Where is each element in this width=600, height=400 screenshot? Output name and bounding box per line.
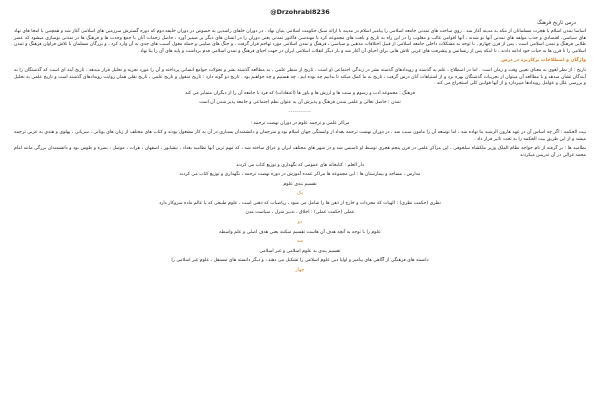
- section-number-one: یک: [297, 191, 303, 197]
- nizamiyya-paragraph: نظامیه ها : بر گرفته از نام خواجه نظام الملک وزیر ملکشاه سلجوقی ، این مراکز علمی در قرن پنجم هجری توسط او تاسیس شد و در شهر های مختلف ایران و عراق ساخته شد ، که مهم ترین آنها نظامیه بغداد ، نیشابور ، اصفهان ، هرات ، موصل ، بصره و طوس بود و دانشمندان بزرگی مانند امام محمد غزالی در آن تدریس میکردند: [14, 146, 586, 158]
- culture-definition: فرهنگ : مجموعه ادب و رسوم و سنت ها و ارزش ها و باور ها (اعتقادات) که فرد یا جامعه آن را از دیگران متمایز می کند: [185, 90, 415, 96]
- schools-paragraph: مدارس ، مساجد و بیمارستان ها : این مجموعه ها مراکز عمده آموزش در دوره نهضت ترجمه ، نگهداری و توزیع کتاب می کردند: [179, 172, 421, 178]
- goal-classification-paragraph: علوم را با توجه به آنچه هدف آن هاست تقسیم میکنند یعنی هدف اصلی و علم واسطه: [219, 229, 381, 235]
- classification-heading: تقسیم بندی علوم: [283, 181, 317, 187]
- section-number-four: چهار: [295, 268, 305, 274]
- theoretical-sciences-paragraph: نظری (حکمت نظری) : الهیات که مجردات و خارج از ذهن ها را شامل می شود ، ریاضیات که ذهنی است ، علوم طبیعی که با عالم ماده سروکار دارد: [159, 200, 441, 206]
- section-number-two: دو: [297, 220, 303, 226]
- bayt-al-hikma-paragraph: بیت الحکمه : اگر چه اساس آن در عهد هارون الرشید بنا نهاده شد ، اما توسعه آن را مامون سبب شد ، در دوران نهضت ترجمه بغداد از وابستگی جهان اسلام بود و مترجمان و دانشمندان بسیاری در آن به کار مشغول بودند و کتاب های مختلف از زبان های یونانی ، سریانی ، پهلوی و هندی به عربی ترجمه میشد و از این طریق بیت الحکمه را به تحت تاثیر قرار داد .: [14, 130, 586, 142]
- civilization-definition: تمدن : حاصل تعالی و علمی شدن فرهنگ و پذیرش آن به عنوان نظم اجتماعی و جامعه پذیر شدن آن است: [199, 100, 401, 106]
- lesson-title: درس تاریخ فرهنگ: [536, 20, 576, 26]
- history-definition: تاریخ : از نظر لغوی به معنای تعیین وقت و زمان است . اما در اصطلاح ، علم به گذشته و رویدادهای گذشته بشر در زندگی اجتماعی او است . تاریخ از منظر علمی ، به مطالعه گذشته بشر و تحولات جوامع انسانی پرداخته و آن را مورد تجزیه و تحلیل قرار میدهد . تاریخ آینه ای است که گذشتگان را به آیندگان نشان میدهد و با مطالعه آن میتوان از تجربیات گذشتگان بهره برد و از اشتباهات آنان درس گرفت ، تاریخ به ما کمک میکند تا بدانیم چه بوده ایم ، چه هستیم و چه خواهیم بود . تاریخ دو گونه دارد : تاریخ منقول و تاریخ علمی ، تاریخ نقلی همان روایت رویدادهای گذشته است و تاریخ علمی به تحلیل و بررسی علل و عوامل رویدادها میپردازد و از آنها قوانین کلی استخراج می کند .: [14, 67, 586, 87]
- practical-sciences-paragraph: عملی (حکمت عملی) : اخلاق ، تدبیر منزل ، سیاست مدن: [245, 210, 355, 216]
- translation-centers-heading: مراکز علمی و ترجمه علوم در دوران نهضت ترجمه :: [250, 120, 350, 126]
- islamic-sciences-paragraph: دانسته های فرهنگی از آگاهی های پیامبر و اولیا دین علوم اسلامی را تشکیل می دهند ، و دیگر دانسته های مستقل ، علوم غیر اسلامی را: [171, 258, 429, 264]
- lesson-content: [14, 29, 586, 275]
- intro-paragraph: اساسا تمدن اسلام با هجرت مسلمانان از مکه به مدینه آغاز شد . رویِ ساخت های تمدنی جامعه اسلامی را پیامبر اسلام در مدینه با ارائه سبک حکومت اسلامی بنیان نهاد . در دوران خلفای راشدین به خصوص در دوران خلیفه دوم که دوره گسترش سرزمین های اسلامی آغاز شد و همچنین با امحا های نهاد های سیاسی، اقتصادی و جذب مولفه های تمدنی آنها نو شدند ، آنها اقوامی غالب و مغلوب را در این راه به تاریخ و بافت های مجموعه کرد با مهندسی فاکتور تمدنی یعنی دوران را در انسان های دیگر بر ضمیر آورد ، حاصل زحمات آنان با جمع وحدت ها و فرهنگ ها در تمدنی نوسازی میشود که عصر طلایی فرهنگ و تمدن اسلامی است ، پس از قرن چهارم ، با توجه به مشکلات داخلی جامعه اسلامی از قبیل اختلافات مذهبی و سیاسی ، فرهنگ و تمدن اسلامی مورد تهاجم قرار گرفت ، و جنگ های صلیبی و حمله مغول آسیب های جدی به آن وارد کرد ، و بزرگان مسلمان با تلاش فراوان فرهنگ و تمدن اسلامی را تا قرن ها به حیات خود ادامه دادند ، تا اینکه پس از رنسانس و پیشرفت های غربی تلاش هایی برای احیای آن آغاز شد و بار دیگر انقلاب اسلامی ایران در جهت احیای فرهنگ و تمدن اسلامی قدم برداشت و پایه های آن را بنا نهاد .: [14, 29, 586, 54]
- channel-username[interactable]: @Drzohrabi8236: [270, 8, 330, 16]
- vocabulary-heading: واژگان و اصطلاحات پرکاربرد در درس: [501, 58, 586, 64]
- islamic-sciences-heading: تقسیم بندی به علوم اسلامی و غیر اسلامی: [259, 248, 341, 254]
- bottom-edge: [0, 394, 600, 400]
- separator-line: -----------: [288, 109, 312, 115]
- section-number-three: سه: [296, 239, 304, 245]
- dar-al-ilm-paragraph: دار العلم : کتابخانه های عمومی که نگهداری و توزیع کتاب می کردند: [236, 162, 364, 168]
